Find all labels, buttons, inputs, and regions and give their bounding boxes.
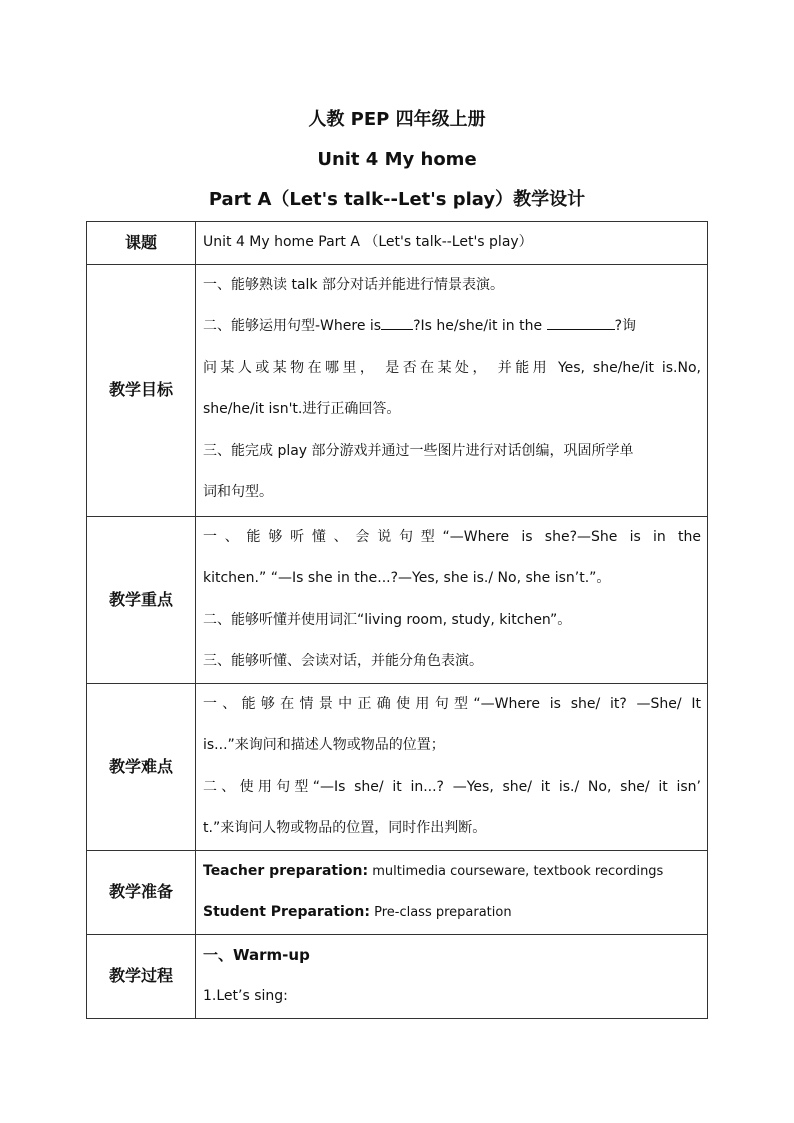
title-part: Part A（Let's talk--Let's play）教学设计 <box>208 189 586 210</box>
key-point-1-line1: 一、能够听懂、会说句型“—Where is she?—She is in the <box>203 528 701 545</box>
lesson-plan-table <box>86 221 708 1019</box>
row-key-points <box>87 516 708 683</box>
key-point-2: 二、能够听懂并使用词汇“living room, study, kitchen”。 <box>203 611 572 628</box>
process-step-1: 1.Let’s sing: <box>203 988 288 1004</box>
key-points-content <box>196 516 708 683</box>
row-topic <box>87 222 708 265</box>
title-grade: 人教 PEP 四年级上册 <box>308 109 486 130</box>
row-process <box>87 934 708 1018</box>
objective-3-line2: 词和句型。 <box>203 484 273 500</box>
label-key-points: 教学重点 <box>87 516 196 683</box>
key-point-3: 三、能够听懂、会读对话，并能分角色表演。 <box>203 653 483 669</box>
teacher-preparation: Teacher preparation: multimedia courseware, textbook recordings <box>203 862 664 879</box>
difficulty-2-line1: 二、使用句型“—Is she/ it in...? —Yes, she/ it is./ No, she/ it isn’ <box>203 778 701 795</box>
key-point-1-line2: kitchen.” “—Is she in the...?—Yes, she is./ No, she isn’t.”。 <box>203 570 611 586</box>
row-difficulties <box>87 683 708 850</box>
fill-blank <box>547 315 615 330</box>
process-section-warmup: 一、Warm-up <box>203 945 310 964</box>
label-objectives: 教学目标 <box>87 264 196 516</box>
difficulty-1-line2: is...”来询问和描述人物或物品的位置； <box>203 737 445 753</box>
preparation-content <box>196 850 708 934</box>
objective-1: 一、能够熟读 talk 部分对话并能进行情景表演。 <box>203 276 504 293</box>
process-content <box>196 934 708 1018</box>
label-preparation: 教学准备 <box>87 850 196 934</box>
student-preparation: Student Preparation: Pre-class preparation <box>203 904 512 920</box>
title-unit: Unit 4 My home <box>317 149 477 170</box>
objective-2-line3: she/he/it isn't.进行正确回答。 <box>203 401 401 417</box>
row-preparation <box>87 850 708 934</box>
objectives-content <box>196 264 708 516</box>
row-objectives <box>87 264 708 516</box>
difficulty-1-line1: 一、能够在情景中正确使用句型“—Where is she/ it? —She/ It <box>203 695 701 712</box>
label-topic: 课题 <box>87 222 196 265</box>
objective-2-line2: 问某人或某物在哪里， 是否在某处， 并能用 Yes, she/he/it is.No, <box>203 359 701 376</box>
fill-blank <box>381 315 413 330</box>
difficulty-2-line2: t.”来询问人物或物品的位置，同时作出判断。 <box>203 820 487 836</box>
objective-3-line1: 三、能完成 play 部分游戏并通过一些图片进行对话创编，巩固所学单 <box>203 442 634 459</box>
objective-2-line1: 二、能够运用句型-Where is ?Is he/she/it in the ?询 <box>203 306 701 348</box>
label-difficulties: 教学难点 <box>87 683 196 850</box>
topic-value: Unit 4 My home Part A （Let's talk--Let's play） <box>196 222 708 265</box>
document-title-block <box>0 100 794 220</box>
difficulties-content <box>196 683 708 850</box>
label-process: 教学过程 <box>87 934 196 1018</box>
